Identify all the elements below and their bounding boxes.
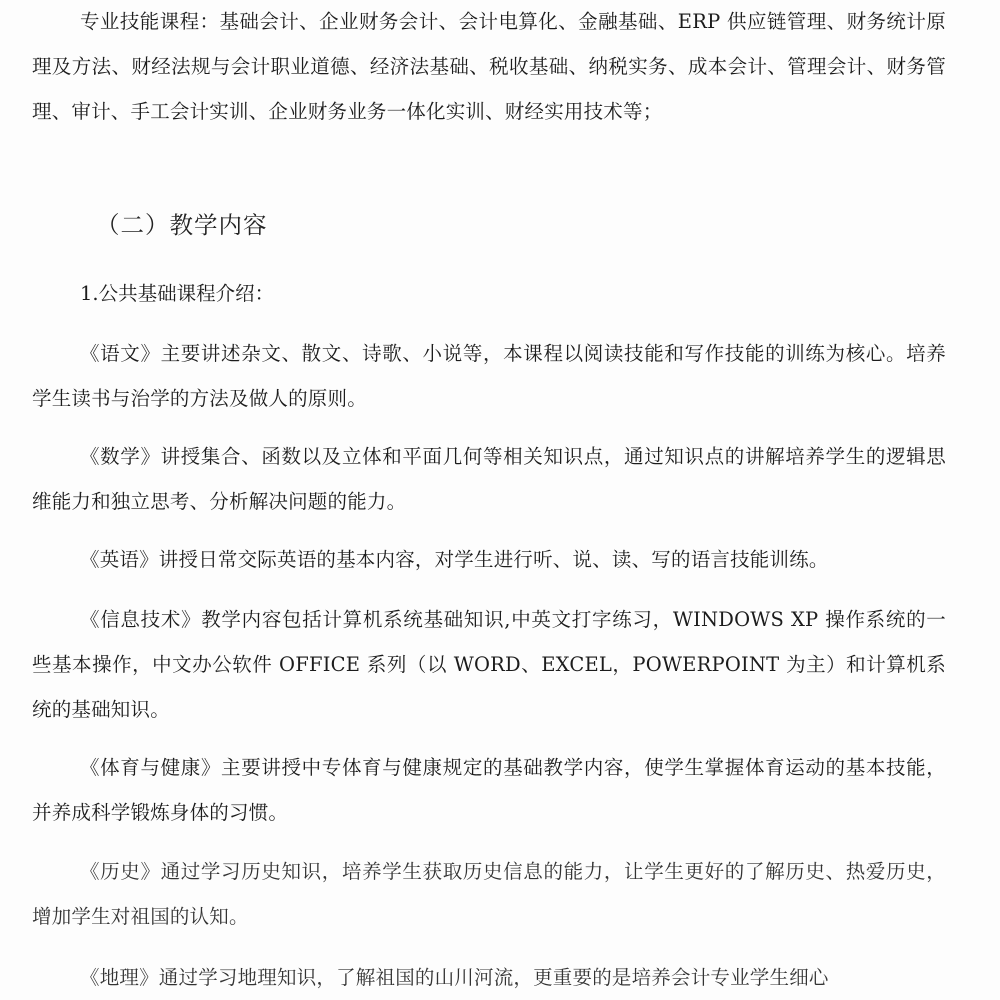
course-paragraph-geography: 《地理》通过学习地理知识，了解祖国的山川河流，更重要的是培养会计专业学生细心 xyxy=(80,966,829,989)
course-paragraph-english: 《英语》讲授日常交际英语的基本内容，对学生进行听、说、读、写的语言技能训练。 xyxy=(80,548,829,571)
course-paragraph-math: 《数学》讲授集合、函数以及立体和平面几何等相关知识点，通过知识点的讲解培养学生的逻辑思维能力和独立思考、分析解决问题的能力。 xyxy=(32,445,946,513)
course-paragraph-history: 《历史》通过学习历史知识，培养学生获取历史信息的能力，让学生更好的了解历史、热爱历史，增加学生对祖国的认知。 xyxy=(32,860,946,928)
public-courses-subheading: 1.公共基础课程介绍： xyxy=(80,282,275,305)
skills-courses-paragraph: 专业技能课程：基础会计、企业财务会计、会计电算化、金融基础、ERP 供应链管理、财务统计原理及方法、财经法规与会计职业道德、经济法基础、税收基础、纳税实务、成本会计、管理会计、财务管理、审计、手工会计实训、企业财务业务一体化实训、财经实用技术等； xyxy=(32,10,946,123)
course-paragraph-it: 《信息技术》教学内容包括计算机系统基础知识,中英文打字练习，WINDOWS XP 操作系统的一些基本操作，中文办公软件 OFFICE 系列（以 WORD、EXCEL，POWERPOINT 为主）和计算机系统的基础知识。 xyxy=(32,608,946,721)
course-paragraph-chinese: 《语文》主要讲述杂文、散文、诗歌、小说等，本课程以阅读技能和写作技能的训练为核心。培养学生读书与治学的方法及做人的原则。 xyxy=(32,342,946,410)
section-heading: （二）教学内容 xyxy=(96,211,268,239)
course-paragraph-pe: 《体育与健康》主要讲授中专体育与健康规定的基础教学内容，使学生掌握体育运动的基本技能，并养成科学锻炼身体的习惯。 xyxy=(32,756,946,824)
